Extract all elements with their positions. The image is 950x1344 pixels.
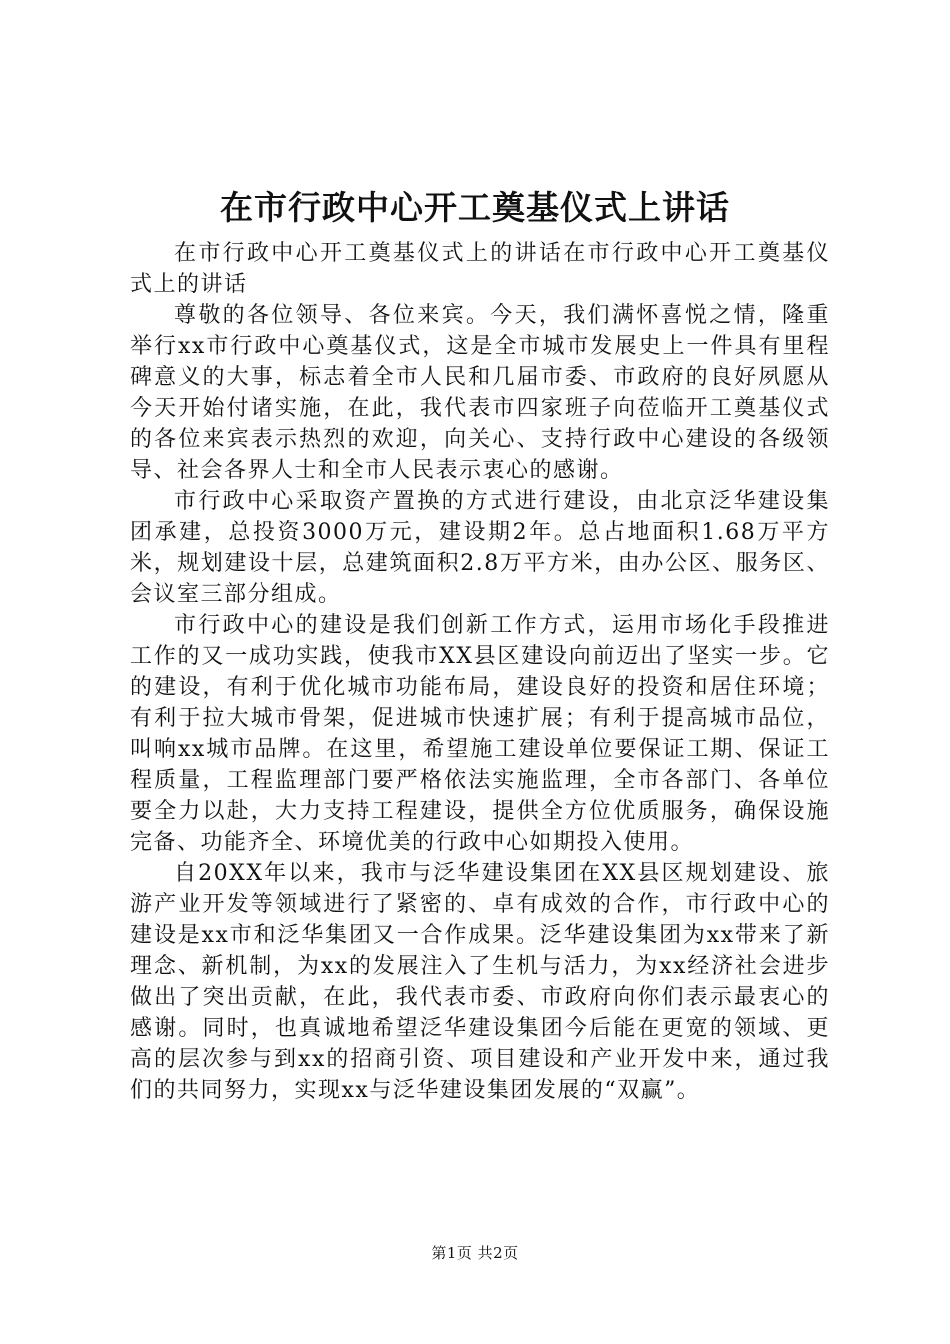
document-title: 在市行政中心开工奠基仪式上讲话 — [220, 188, 730, 227]
paragraph-2: 尊敬的各位领导、各位来宾。今天，我们满怀喜悦之情，隆重举行xx市行政中心奠基仪式，这是全市城市发展史上一件具有里程碑意义的大事，标志着全市人民和几届市委、市政府的良好夙愿从今天开始付诸实施，在此，我代表市四家班子向莅临开工奠基仪式的各位来宾表示热烈的欢迎，向关心、支持行政中心建设的各级领导、社会各界人士和全市人民表示衷心的感谢。 — [130, 303, 830, 483]
paragraph-4: 市行政中心的建设是我们创新工作方式，运用市场化手段推进工作的又一成功实践，使我市XX县区建设向前迈出了坚实一步。它的建设，有利于优化城市功能布局，建设良好的投资和居住环境；有利于拉大城市骨架，促进城市快速扩展；有利于提高城市品位，叫响xx城市品牌。在这里，希望施工建设单位要保证工期、保证工程质量，工程监理部门要严格依法实施监理，全市各部门、各单位要全力以赴，大力支持工程建设，提供全方位优质服务，确保设施完备、功能齐全、环境优美的行政中心如期投入使用。 — [130, 613, 830, 855]
paragraph-5: 自20XX年以来，我市与泛华建设集团在XX县区规划建设、旅游产业开发等领域进行了紧密的、卓有成效的合作，市行政中心的建设是xx市和泛华集团又一合作成果。泛华建设集团为xx带来了新理念、新机制，为xx的发展注入了生机与活力，为xx经济社会进步做出了突出贡献，在此，我代表市委、市政府向你们表示最衷心的感谢。同时，也真诚地希望泛华建设集团今后能在更宽的领域、更高的层次参与到xx的招商引资、项目建设和产业开发中来，通过我们的共同努力，实现xx与泛华建设集团发展的“双赢”。 — [130, 861, 830, 1103]
paragraph-1: 在市行政中心开工奠基仪式上的讲话在市行政中心开工奠基仪式上的讲话 — [130, 241, 830, 297]
document-body — [130, 238, 830, 1106]
page-number-footer: 第1页 共2页 — [431, 1244, 519, 1262]
paragraph-3: 市行政中心采取资产置换的方式进行建设，由北京泛华建设集团承建，总投资3000万元，建设期2年。总占地面积1.68万平方米，规划建设十层，总建筑面积2.8万平方米，由办公区、服务区、会议室三部分组成。 — [130, 489, 830, 607]
